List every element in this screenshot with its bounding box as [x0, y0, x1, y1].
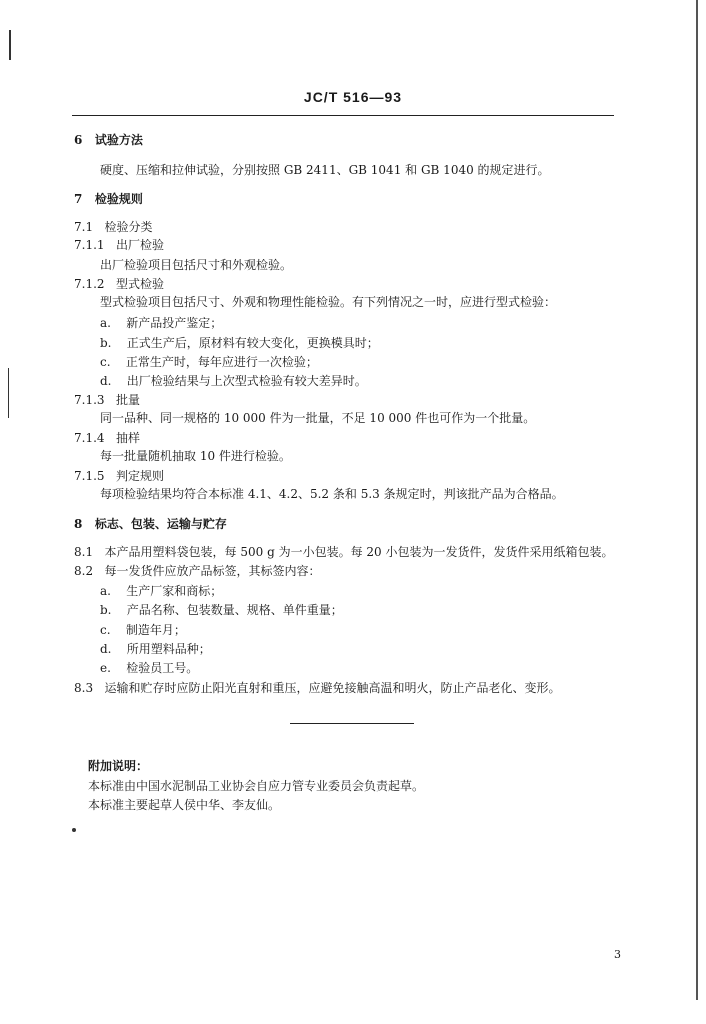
section-title: 出厂检验: [116, 238, 165, 252]
section-7-1-heading: [74, 219, 153, 235]
section-7-1-2-heading: [74, 276, 164, 292]
section-7-heading: [74, 191, 143, 207]
header-rule: [72, 115, 614, 116]
section-title: 判定规则: [116, 469, 165, 483]
scan-mark: [9, 30, 11, 60]
scan-dot: [72, 828, 76, 832]
list-item-label: e.: [100, 661, 111, 675]
section-7-1-3-body: 同一品种、同一规格的 10 000 件为一批量，不足 10 000 件也可作为一个批量。: [100, 411, 536, 425]
section-title: 批量: [116, 393, 141, 407]
section-number: 7.1.2: [74, 277, 105, 291]
list-item-label: c.: [100, 623, 111, 637]
list-item: [100, 354, 318, 370]
section-7-1-5-heading: [74, 468, 164, 484]
list-item-label: b.: [100, 336, 112, 350]
list-item-text: 生产厂家和商标；: [126, 584, 223, 598]
section-7-1-2-body: 型式检验项目包括尺寸、外观和物理性能检验。有下列情况之一时，应进行型式检验：: [100, 295, 557, 309]
section-6-body: 硬度、压缩和拉伸试验，分别按照 GB 2411、GB 1041 和 GB 1040 的规定进行。: [100, 163, 550, 177]
list-item: [100, 641, 211, 657]
section-body: 每一发货件应放产品标签，其标签内容：: [104, 564, 321, 578]
standard-code: JC/T 516—93: [303, 89, 403, 105]
section-8-heading: [74, 516, 227, 532]
scan-mark: [8, 368, 9, 418]
list-item-label: b.: [100, 603, 112, 617]
section-number: 7.1.5: [74, 469, 105, 483]
section-body: 运输和贮存时应防止阳光直射和重压，应避免接触高温和明火，防止产品老化、变形。: [104, 681, 561, 695]
section-7-1-1-heading: [74, 237, 164, 253]
section-title: 型式检验: [116, 277, 165, 291]
section-title: 抽样: [116, 431, 141, 445]
list-item: [100, 602, 343, 618]
section-7-1-4-heading: [74, 430, 140, 446]
list-item-text: 制造年月；: [125, 623, 186, 637]
note-line: 本标准主要起草人侯中华、李友仙。: [88, 798, 281, 812]
section-6-heading: [74, 132, 143, 148]
note-line: 本标准由中国水泥制品工业协会自应力管专业委员会负责起草。: [88, 779, 425, 793]
section-number: 7.1.3: [74, 393, 105, 407]
list-item-text: 检验员工号。: [126, 661, 199, 675]
section-7-1-1-body: 出厂检验项目包括尺寸和外观检验。: [100, 258, 293, 272]
list-item-label: a.: [100, 316, 111, 330]
section-number: 8.1: [74, 545, 94, 559]
section-number: 6: [74, 133, 83, 147]
list-item-text: 产品名称、包装数量、规格、单件重量；: [126, 603, 343, 617]
section-number: 8.3: [74, 681, 94, 695]
list-item: [100, 315, 222, 331]
section-number: 8: [74, 517, 83, 531]
section-number: 7: [74, 192, 83, 206]
note-title: 附加说明：: [88, 759, 149, 773]
section-title: 试验方法: [94, 133, 143, 147]
section-title: 检验规则: [94, 192, 143, 206]
scan-edge: [696, 0, 698, 1000]
list-item: [100, 660, 198, 676]
list-item-text: 正常生产时，每年应进行一次检验；: [125, 355, 318, 369]
section-7-1-3-heading: [74, 392, 140, 408]
section-body: 本产品用塑料袋包装，每 500 g 为一小包装。每 20 小包装为一发货件，发货件采用纸箱包装。: [104, 545, 614, 559]
list-item-label: d.: [100, 642, 112, 656]
list-item-label: d.: [100, 374, 112, 388]
list-item: [100, 622, 186, 638]
section-title: 标志、包装、运输与贮存: [94, 517, 227, 531]
section-7-1-5-body: 每项检验结果均符合本标准 4.1、4.2、5.2 条和 5.3 条规定时，判该批产品为合格品。: [100, 487, 564, 501]
list-item-text: 正式生产后，原材料有较大变化，更换模具时；: [126, 336, 379, 350]
section-7-1-4-body: 每一批量随机抽取 10 件进行检验。: [100, 449, 291, 463]
section-8-3: [74, 680, 561, 696]
list-item: [100, 335, 379, 351]
section-number: 8.2: [74, 564, 94, 578]
section-8-2: [74, 563, 321, 579]
section-number: 7.1: [74, 220, 94, 234]
list-item-text: 出厂检验结果与上次型式检验有较大差异时。: [126, 374, 367, 388]
list-item: [100, 373, 367, 389]
list-item-text: 新产品投产鉴定；: [126, 316, 223, 330]
section-title: 检验分类: [104, 220, 153, 234]
end-rule: [290, 723, 414, 724]
section-8-1: [74, 544, 613, 560]
list-item-text: 所用塑料品种；: [126, 642, 211, 656]
list-item: [100, 583, 222, 599]
section-number: 7.1.4: [74, 431, 105, 445]
page-number: 3: [614, 948, 621, 961]
list-item-label: c.: [100, 355, 111, 369]
section-number: 7.1.1: [74, 238, 105, 252]
list-item-label: a.: [100, 584, 111, 598]
